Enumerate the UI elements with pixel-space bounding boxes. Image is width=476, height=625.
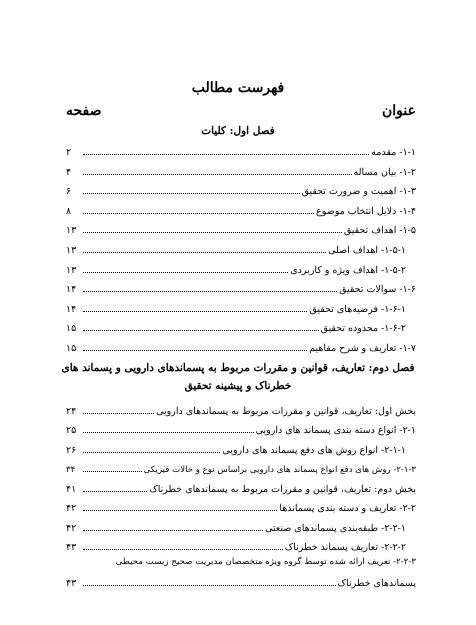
toc-entry-text: ۲-۲- تعاریف و دسته بندی پسماندها [279,503,416,514]
toc-entry[interactable] [66,537,416,553]
toc-entry-page: ۴۱ [66,484,77,495]
toc-entry[interactable] [66,162,416,178]
chapter-2-heading-line1: فصل دوم: تعاریف، قوانین و مقررات مربوط به پسماندهای دارویی و پسماند های [61,362,415,374]
toc-entry[interactable] [66,318,416,334]
toc-entry-page: ۲ [66,147,72,158]
toc-entry[interactable] [66,420,416,436]
toc-entry-text: ۲-۱- انواع دسته بندی پسماند های دارویی [255,425,416,436]
toc-entry-page: ۱۵ [66,343,77,354]
chapter-2-heading-line2: خطرناک و پیشینه تحقیق [184,380,292,392]
toc-entry-text: ۱-۵-۱- اهداف اصلی [328,245,406,256]
dot-leader [83,252,326,253]
toc-entry-page: ۱۳ [66,225,77,236]
toc-entry-page: ۱۴ [66,304,77,315]
toc-title: فهرست مطالب [191,80,285,96]
toc-entry[interactable] [66,338,416,354]
dot-leader [83,549,283,550]
toc-entry-page: ۱۵ [66,323,77,334]
toc-entry-text: بخش اول: تعاریف، قوانین و مقررات مربوط به پسماندهای دارویی [156,406,416,417]
dot-leader [83,585,336,586]
toc-entry[interactable] [66,518,416,534]
column-page-heading: صفحه [66,103,102,119]
dot-leader [83,311,307,312]
dot-leader [83,471,142,472]
dot-leader [83,350,307,351]
toc-entry-text: ۲-۲-۲- تعاریف پسماند خطرناک [284,542,406,553]
column-title-heading: عنوان [382,103,416,119]
toc-entry-text: ۱-۴- دلایل انتخاب موضوع [316,206,416,217]
dot-leader [83,154,369,155]
toc-entry[interactable] [66,498,416,514]
dot-leader [83,193,300,194]
toc-entry-text: ۱-۶-۲- محدوده تحقیق [320,323,406,334]
toc-entry-text: بخش دوم: تعاریف، قوانین و مقررات مربوط به پسماندهای خطرناک [149,484,416,495]
dot-leader [83,452,220,453]
toc-entry[interactable] [66,201,416,217]
toc-entry-text: ۱-۵- اهداف تحقیق [343,225,416,236]
toc-entry-text: ۲-۲-۱- طبقه‌بندی پسماندهای صنعتی [264,523,406,534]
dot-leader [83,530,263,531]
toc-entry-page: ۲۶ [66,445,77,456]
toc-entry-text: پسماندهای خطرناک [337,578,416,589]
toc-entry[interactable] [66,573,416,589]
toc-entry[interactable] [66,220,416,236]
toc-entry-page: ۴۳ [66,542,77,553]
toc-entry[interactable] [66,142,416,158]
dot-leader [83,491,147,492]
dot-leader [83,413,154,414]
toc-entry[interactable] [66,260,416,276]
dot-leader [83,272,288,273]
toc-entry[interactable] [66,440,416,456]
dot-leader [83,291,337,292]
dot-leader [83,174,352,175]
toc-entry-page: ۶ [66,186,72,197]
toc-entry-page: ۱۴ [66,284,77,295]
toc-entry[interactable] [66,299,416,315]
toc-entry-text: ۲-۱-۱- انواع روش های دفع پسماند های دارویی [222,445,406,456]
toc-entry-page: ۴ [66,167,72,178]
toc-entry-page: ۴۲ [66,503,77,514]
dot-leader [83,213,314,214]
toc-entry-text: ۱-۳- اهمیت و ضرورت تحقیق [301,186,416,197]
chapter-1-heading: فصل اول: کلیات [201,125,275,137]
toc-entry-wrapped-line1[interactable]: ۲-۲-۳- تعریف ارائه شده توسط گروه ویژه متخصصان مدیریت صحیح زیست محیطی [115,557,416,567]
toc-entry-page: ۱۳ [66,245,77,256]
toc-entry-text: ۲-۱-۳- روش های دفع انواع پسماند های دارویی براساس نوع و حالات فیزیکی [143,465,416,475]
toc-entry-text: ۱-۵-۲- اهداف ویژه و کاربردی [290,265,406,276]
toc-entry[interactable] [66,181,416,197]
dot-leader [83,432,254,433]
dot-leader [83,232,342,233]
toc-entry-page: ۱۳ [66,265,77,276]
toc-entry-page: ۸ [66,206,72,217]
toc-entry[interactable] [66,479,416,495]
toc-entry-page: ۴۳ [66,578,77,589]
toc-entry-page: ۲۵ [66,425,77,436]
dot-leader [83,330,319,331]
toc-entry[interactable] [66,459,416,475]
toc-entry-text: ۱-۲- بیان مساله [353,167,416,178]
toc-entry[interactable] [66,279,416,295]
dot-leader [83,510,277,511]
toc-entry-page: ۳۴ [66,465,76,475]
toc-entry[interactable] [66,401,416,417]
toc-entry-text: ۱-۶-۱- فرضیه‌های تحقیق [309,304,406,315]
toc-entry-page: ۲۴ [66,406,77,417]
toc-entry-text: ۱-۶- سوالات تحقیق [339,284,416,295]
toc-entry[interactable] [66,240,416,256]
toc-entry-text: ۱-۷- تعاریف و شرح مفاهیم [309,343,416,354]
toc-entry-page: ۴۲ [66,523,77,534]
toc-entry-text: ۱-۱- مقدمه [371,147,416,158]
